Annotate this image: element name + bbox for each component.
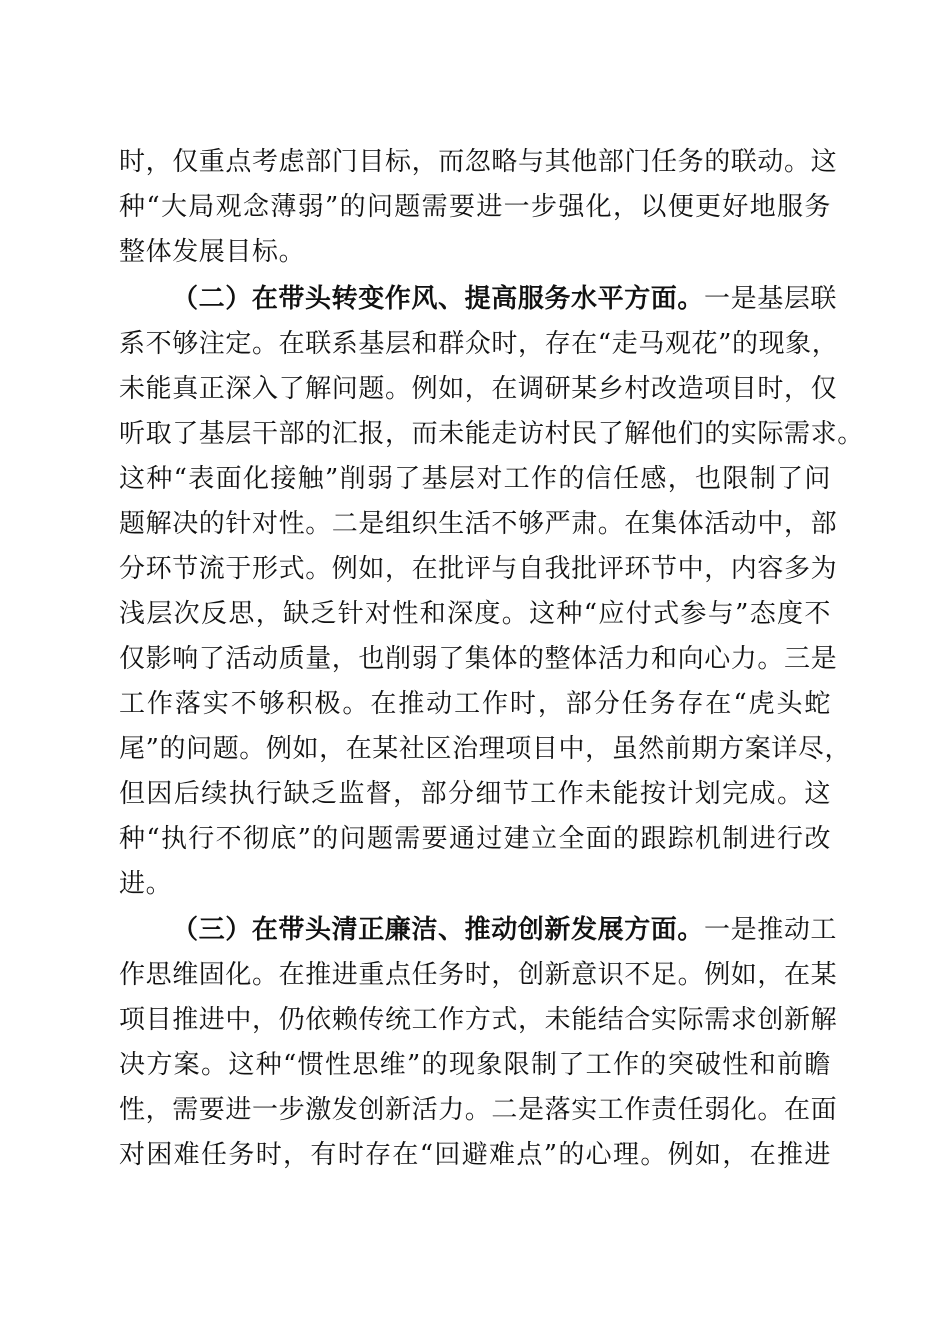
paragraph-1-line-3: 整体发展目标。	[119, 237, 306, 267]
paragraph-3-line-6: 对困难任务时，有时存在“回避难点”的心理。例如，在推进	[119, 1140, 831, 1170]
paragraph-2-line-11: 尾”的问题。例如，在某社区治理项目中，虽然前期方案详尽，	[119, 734, 852, 764]
paragraph-2-heading: （二）在带头转变作风、提高服务水平方面。	[172, 284, 705, 314]
paragraph-2-line-10: 工作落实不够积极。在推动工作时，部分任务存在“虎头蛇	[119, 689, 831, 719]
paragraph-2-line-4: 听取了基层干部的汇报，而未能走访村民了解他们的实际需求。	[119, 419, 864, 449]
paragraph-2-line-2: 系不够注定。在联系基层和群众时，存在“走马观花”的现象，	[119, 329, 839, 359]
paragraph-2-line-3: 未能真正深入了解问题。例如，在调研某乡村改造项目时，仅	[119, 374, 838, 404]
paragraph-3-line-2: 作思维固化。在推进重点任务时，创新意识不足。例如，在某	[119, 960, 838, 990]
paragraph-2-line-8: 浅层次反思，缺乏针对性和深度。这种“应付式参与”态度不	[119, 599, 831, 629]
paragraph-3-line-5: 性，需要进一步激发创新活力。二是落实工作责任弱化。在面	[119, 1095, 838, 1125]
paragraph-2-line-6: 题解决的针对性。二是组织生活不够严肃。在集体活动中，部	[119, 509, 838, 539]
paragraph-2-line-14: 进。	[119, 869, 173, 899]
paragraph-2-line-12: 但因后续执行缺乏监督，部分细节工作未能按计划完成。这	[119, 779, 831, 809]
paragraph-2-line-13: 种“执行不彻底”的问题需要通过建立全面的跟踪机制进行改	[119, 824, 831, 854]
paragraph-3-heading: （三）在带头清正廉洁、推动创新发展方面。	[172, 915, 705, 945]
paragraph-2-line-7: 分环节流于形式。例如，在批评与自我批评环节中，内容多为	[119, 554, 838, 584]
paragraph-2-line-1-rest: 一是基层联	[704, 284, 838, 314]
paragraph-2-line-9: 仅影响了活动质量，也削弱了集体的整体活力和向心力。三是	[119, 644, 838, 674]
paragraph-2-line-5: 这种“表面化接触”削弱了基层对工作的信任感，也限制了问	[119, 464, 831, 494]
paragraph-1-line-1: 时，仅重点考虑部门目标，而忽略与其他部门任务的联动。这	[119, 147, 838, 177]
paragraph-3-line-1	[172, 910, 838, 950]
paragraph-3-line-4: 决方案。这种“惯性思维”的现象限制了工作的突破性和前瞻	[119, 1050, 831, 1080]
paragraph-2-line-1	[172, 279, 838, 319]
paragraph-1-line-2: 种“大局观念薄弱”的问题需要进一步强化，以便更好地服务	[119, 192, 831, 222]
paragraph-3-line-3: 项目推进中，仍依赖传统工作方式，未能结合实际需求创新解	[119, 1005, 838, 1035]
paragraph-3-line-1-rest: 一是推动工	[704, 915, 838, 945]
